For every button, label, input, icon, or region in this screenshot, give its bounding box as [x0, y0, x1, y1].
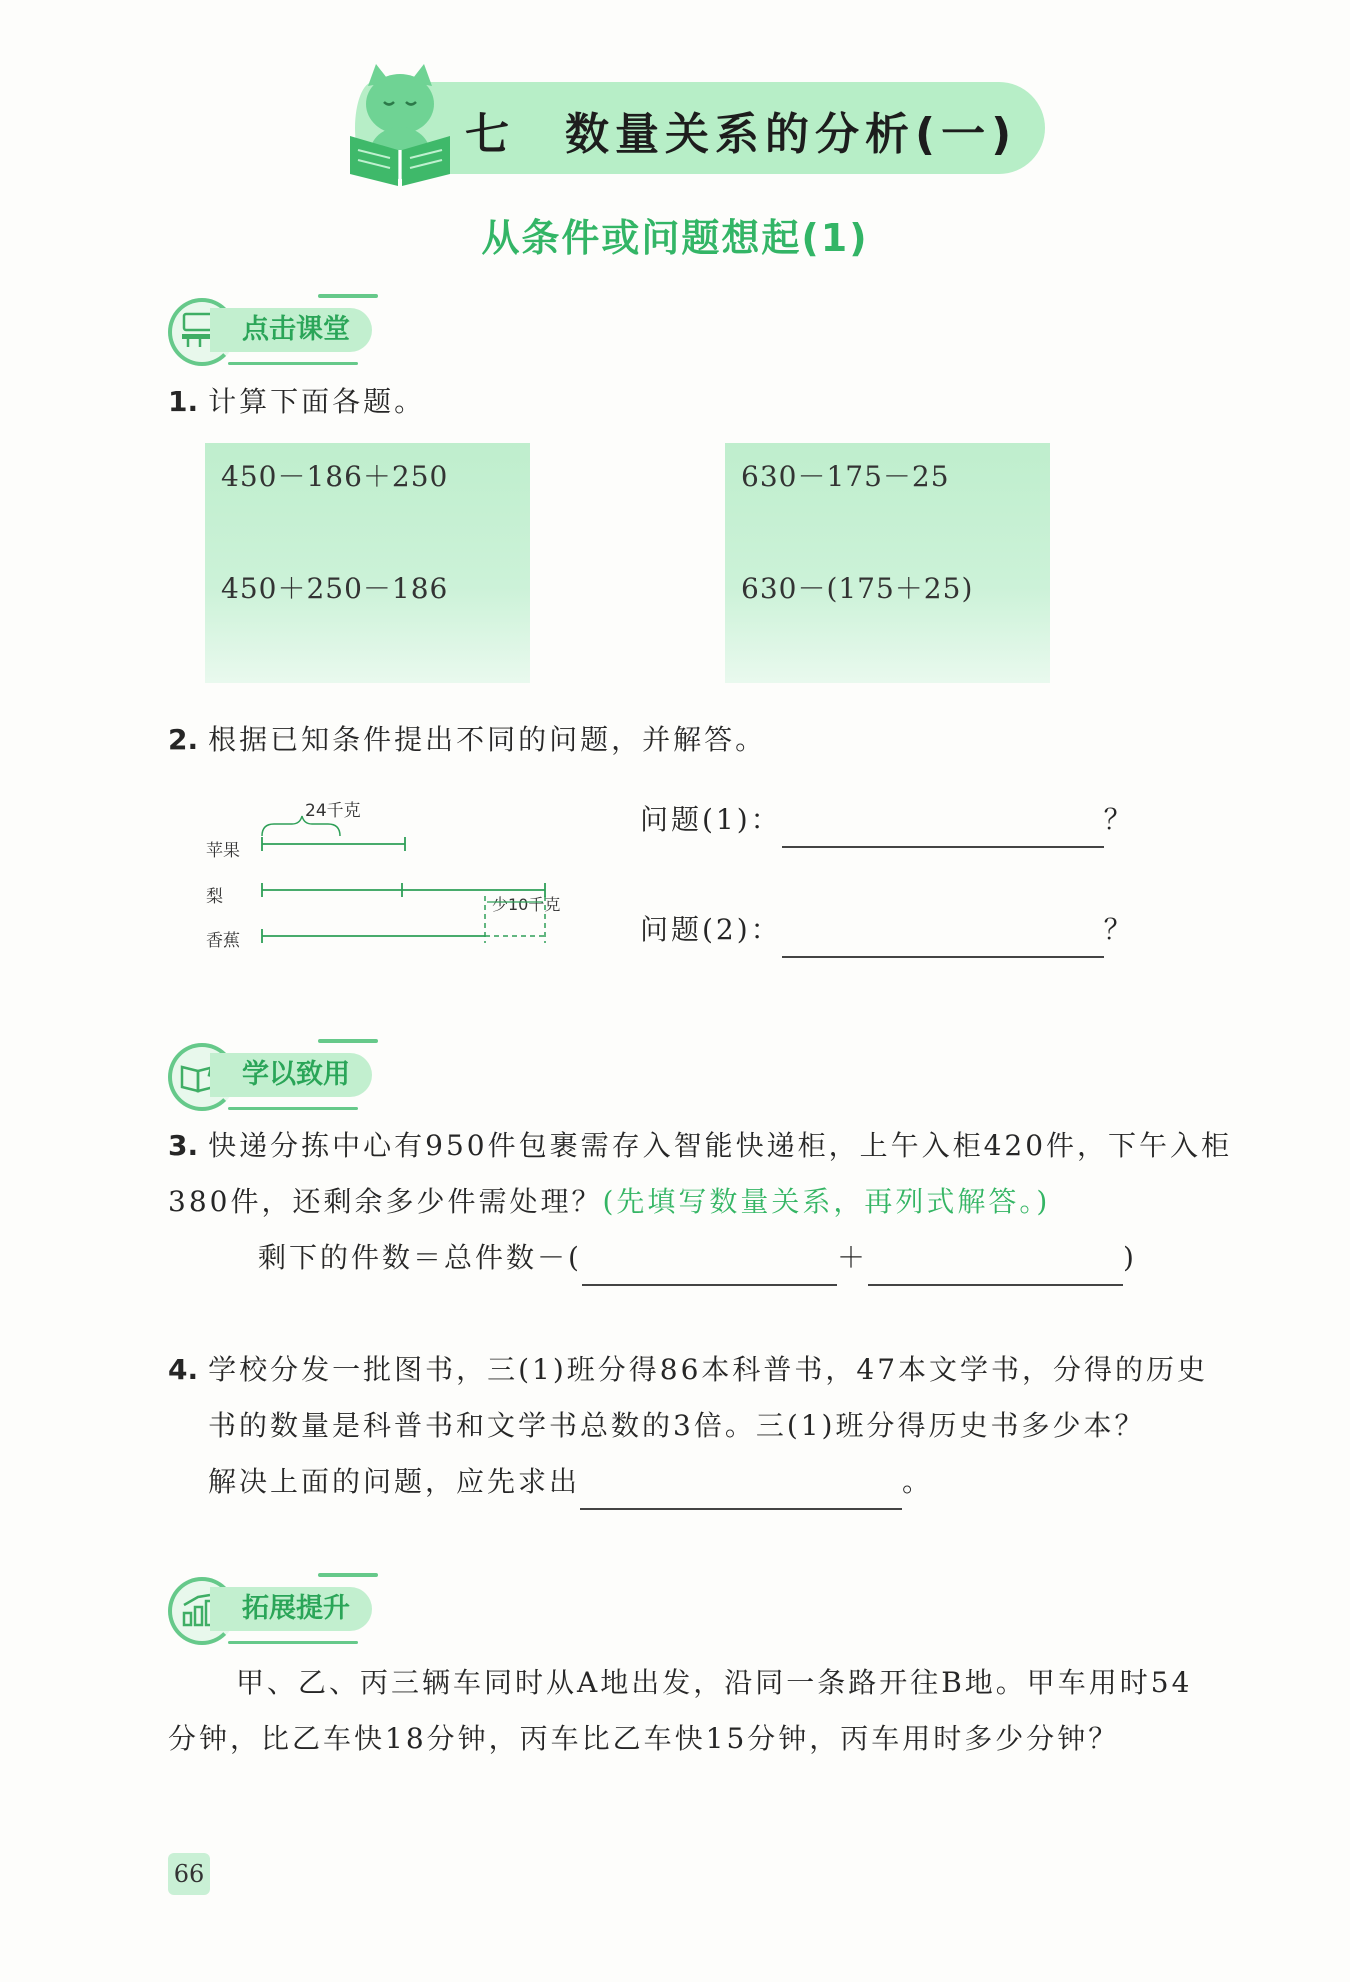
relation-prefix: 剩下的件数＝总件数－(: [258, 1241, 582, 1274]
problem-1-line: [640, 792, 1135, 848]
calc-box-left: [205, 443, 530, 683]
row-label-apple: 苹果: [206, 841, 240, 861]
row-label-pear: 梨: [206, 887, 223, 907]
expression: 630－175－25: [741, 460, 950, 493]
row-label-banana: 香蕉: [206, 931, 240, 951]
problem-2-line: [640, 902, 1135, 958]
question-1: [168, 374, 425, 430]
close-paren: ): [1122, 1241, 1137, 1274]
question-number: 1.: [168, 385, 199, 418]
question-text-line-2: 书的数量是科普书和文学书总数的3倍。三(1)班分得历史书多少本？: [208, 1409, 1146, 1442]
cat-reading-icon: [340, 58, 460, 188]
less-label: 少10千克: [492, 895, 561, 914]
chapter-title: 七 数量关系的分析(一): [465, 109, 1018, 160]
section-title: 拓展提升: [210, 1587, 372, 1631]
expression: 630－(175＋25): [741, 572, 974, 605]
question-2: [168, 712, 766, 768]
answer-prompt: 解决上面的问题，应先求出: [208, 1465, 581, 1498]
question-mark: ？: [1103, 913, 1135, 946]
problem-1-label: 问题(1)：: [640, 803, 782, 836]
segment-lines: [200, 792, 600, 952]
section-title: 学以致用: [210, 1053, 372, 1097]
period: 。: [902, 1465, 934, 1498]
problem-1-answer-blank[interactable]: [782, 806, 1104, 848]
question-hint: (先填写数量关系，再列式解答。): [602, 1185, 1051, 1218]
expression: 450＋250－186: [221, 572, 449, 605]
question-text: 根据已知条件提出不同的问题，并解答。: [208, 723, 767, 756]
question-text: 计算下面各题。: [208, 385, 426, 418]
quantity-relation-line: [258, 1230, 1137, 1286]
relation-blank-2[interactable]: [868, 1244, 1123, 1286]
question-text: 快递分拣中心有950件包裹需存入智能快递柜，上午入柜420件，下午入柜380件，还剩余多少件需处理？: [168, 1129, 1233, 1218]
expression: 450－186＋250: [221, 460, 449, 493]
problem-text-line-1: 甲、乙、丙三辆车同时从A地出发，沿同一条路开往B地。甲车用时54: [236, 1666, 1193, 1699]
question-3: [168, 1118, 1238, 1230]
plus-sign: ＋: [836, 1241, 868, 1274]
question-number: 3.: [168, 1129, 199, 1162]
question-4: [168, 1342, 1238, 1510]
problem-2-label: 问题(2)：: [640, 913, 782, 946]
page-number: 66: [168, 1853, 210, 1895]
calc-box-right: [725, 443, 1050, 683]
top-quantity-label: 24千克: [305, 801, 361, 821]
question-text-line-1: 学校分发一批图书，三(1)班分得86本科普书，47本文学书，分得的历史: [208, 1353, 1209, 1386]
question-mark: ？: [1103, 803, 1135, 836]
section-title: 点击课堂: [210, 308, 372, 352]
problem-2-answer-blank[interactable]: [782, 916, 1104, 958]
relation-blank-1[interactable]: [582, 1244, 837, 1286]
line-diagram: [200, 792, 600, 952]
problem-text-line-2: 分钟，比乙车快18分钟，丙车比乙车快15分钟，丙车用时多少分钟？: [168, 1722, 1120, 1755]
lesson-title: 从条件或问题想起(1): [481, 216, 869, 260]
first-step-blank[interactable]: [580, 1468, 902, 1510]
extension-problem: [168, 1655, 1238, 1767]
answer-line: [168, 1454, 1238, 1510]
question-number: 4.: [168, 1353, 199, 1386]
question-number: 2.: [168, 723, 199, 756]
